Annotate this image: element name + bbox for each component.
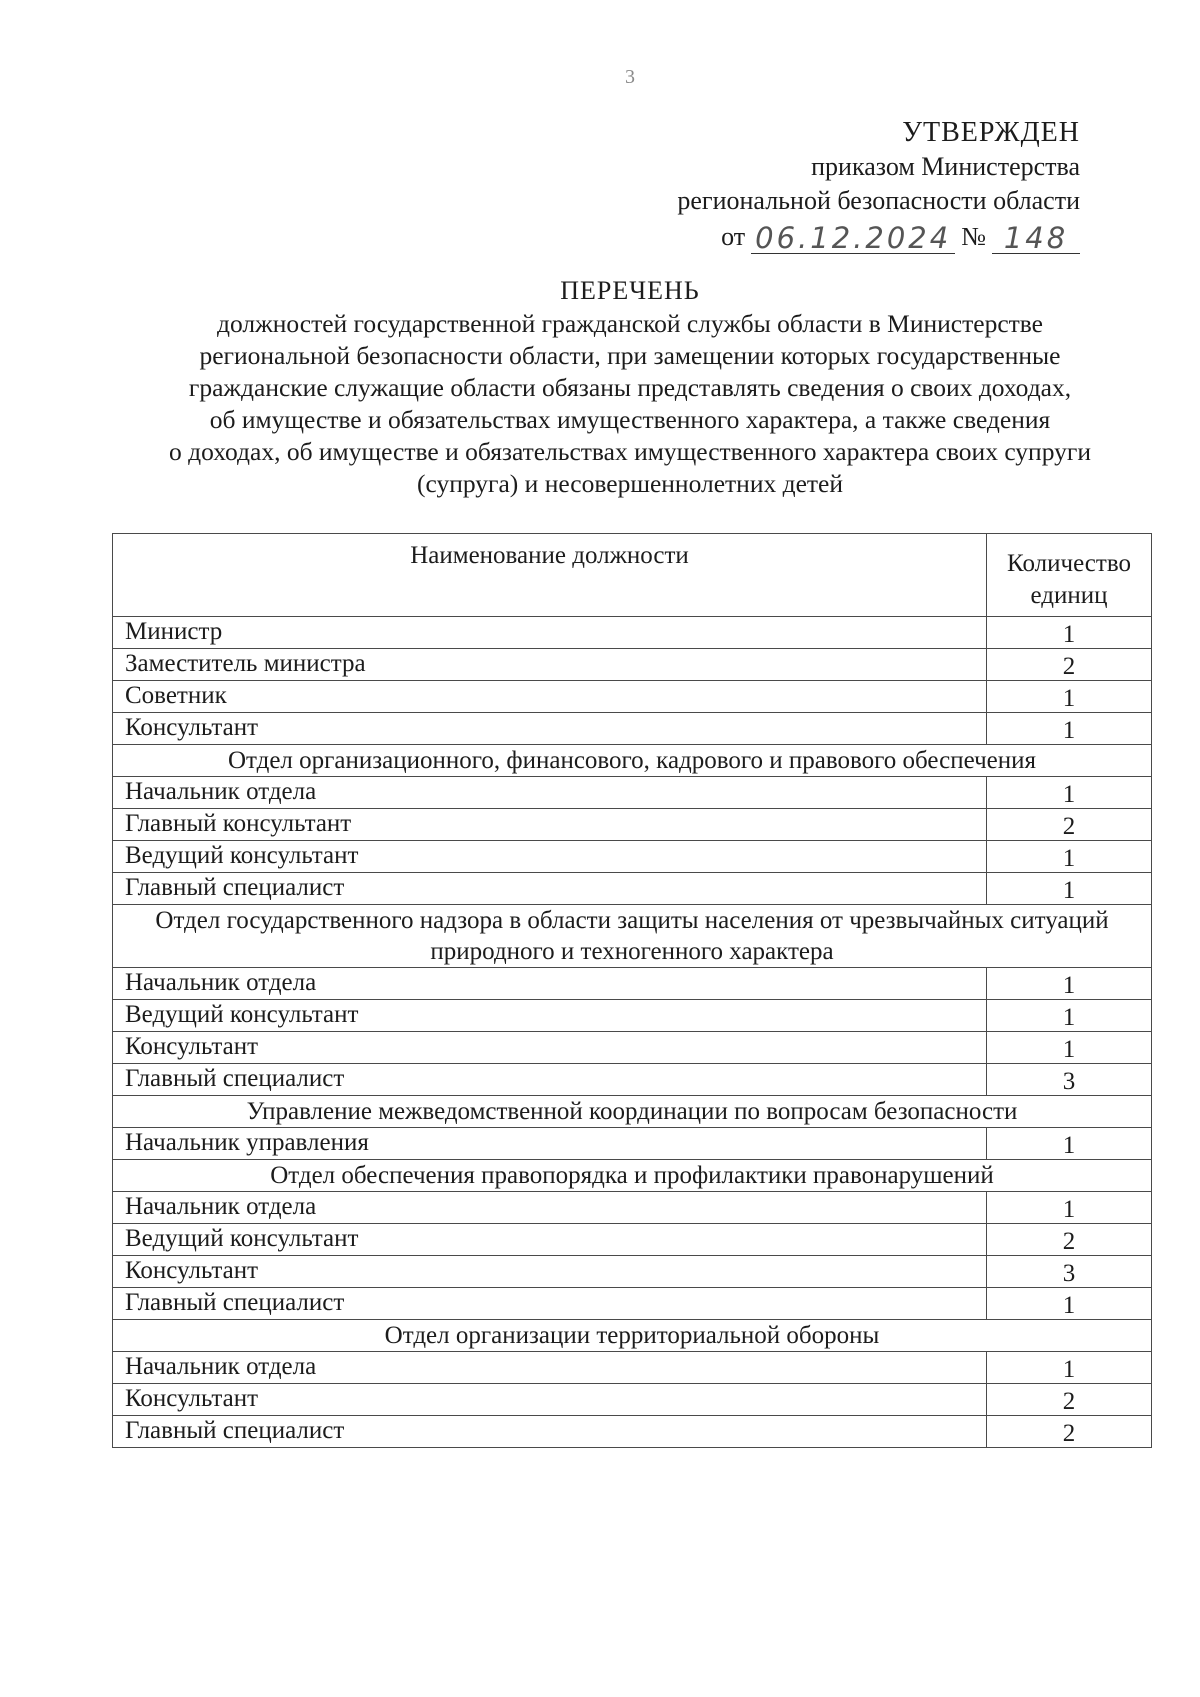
table-row: [113, 809, 1152, 841]
quantity-cell: 1: [987, 1288, 1152, 1320]
header-quantity-line-1: Количество: [1007, 550, 1131, 577]
subtitle-line: о доходах, об имуществе и обязательствах имущественного характера своих супруги: [169, 437, 1091, 466]
quantity-cell: 1: [987, 1192, 1152, 1224]
position-name-cell: Главный специалист: [113, 1416, 987, 1448]
position-name-cell: Ведущий консультант: [113, 1000, 987, 1032]
header-position-name: Наименование должности: [113, 534, 987, 617]
quantity-cell: 2: [987, 809, 1152, 841]
handwritten-date: 06.12.2024: [751, 223, 955, 254]
document-subtitle: [100, 308, 1160, 500]
section-heading: Отдел обеспечения правопорядка и профилактики правонарушений: [113, 1160, 1152, 1192]
table-row: [113, 1192, 1152, 1224]
position-name-cell: Ведущий консультант: [113, 1224, 987, 1256]
position-name-cell: Советник: [113, 681, 987, 713]
table-row: [113, 1384, 1152, 1416]
date-prefix: от: [721, 222, 746, 251]
quantity-cell: 1: [987, 1352, 1152, 1384]
document-title: ПЕРЕЧЕНЬ: [560, 276, 700, 305]
quantity-cell: 3: [987, 1064, 1152, 1096]
approval-title: УТВЕРЖДЕН: [902, 117, 1080, 148]
quantity-cell: 1: [987, 1000, 1152, 1032]
subtitle-line: об имуществе и обязательствах имущественного характера, а также сведения: [209, 405, 1051, 434]
page-number: 3: [625, 66, 635, 88]
table-row: [113, 873, 1152, 905]
section-heading: Управление межведомственной координации по вопросам безопасности: [113, 1096, 1152, 1128]
table-row: [113, 617, 1152, 649]
quantity-cell: 1: [987, 617, 1152, 649]
section-heading: Отдел государственного надзора в области защиты населения от чрезвычайных ситуаций природного и техногенного характера: [113, 905, 1152, 968]
table-row: [113, 841, 1152, 873]
order-date-number-line: [677, 220, 1080, 254]
section-row: [113, 1096, 1152, 1128]
table-row: [113, 1128, 1152, 1160]
header-quantity: [987, 534, 1152, 617]
number-prefix: №: [961, 222, 986, 251]
table-row: [113, 649, 1152, 681]
table-row: [113, 681, 1152, 713]
table-row: [113, 1352, 1152, 1384]
position-name-cell: Министр: [113, 617, 987, 649]
position-name-cell: Консультант: [113, 1384, 987, 1416]
position-name-cell: Главный специалист: [113, 1288, 987, 1320]
position-name-cell: Начальник отдела: [113, 1352, 987, 1384]
position-name-cell: Консультант: [113, 1256, 987, 1288]
position-name-cell: Начальник отдела: [113, 968, 987, 1000]
position-name-cell: Главный консультант: [113, 809, 987, 841]
section-heading: Отдел организационного, финансового, кадрового и правового обеспечения: [113, 745, 1152, 777]
table-row: [113, 1000, 1152, 1032]
quantity-cell: 1: [987, 873, 1152, 905]
quantity-cell: 1: [987, 1032, 1152, 1064]
quantity-cell: 1: [987, 713, 1152, 745]
quantity-cell: 2: [987, 1416, 1152, 1448]
position-name-cell: Заместитель министра: [113, 649, 987, 681]
quantity-cell: 3: [987, 1256, 1152, 1288]
header-quantity-line-2: единиц: [1030, 582, 1108, 609]
subtitle-line: должностей государственной гражданской службы области в Министерстве: [216, 309, 1043, 338]
quantity-cell: 2: [987, 1384, 1152, 1416]
quantity-cell: 1: [987, 777, 1152, 809]
handwritten-order-number: 148: [992, 223, 1080, 254]
position-name-cell: Ведущий консультант: [113, 841, 987, 873]
positions-table: [112, 533, 1152, 1448]
table-row: [113, 1032, 1152, 1064]
approval-stamp-block: [677, 116, 1080, 254]
subtitle-line: региональной безопасности области, при замещении которых государственные: [199, 341, 1061, 370]
table-row: [113, 1416, 1152, 1448]
quantity-cell: 1: [987, 1128, 1152, 1160]
quantity-cell: 2: [987, 649, 1152, 681]
position-name-cell: Начальник управления: [113, 1128, 987, 1160]
position-name-cell: Главный специалист: [113, 873, 987, 905]
table-row: [113, 1224, 1152, 1256]
section-row: [113, 905, 1152, 968]
table-row: [113, 713, 1152, 745]
position-name-cell: Начальник отдела: [113, 777, 987, 809]
table-row: [113, 777, 1152, 809]
table-header-row: [113, 534, 1152, 617]
quantity-cell: 1: [987, 681, 1152, 713]
quantity-cell: 1: [987, 968, 1152, 1000]
position-name-cell: Консультант: [113, 713, 987, 745]
section-row: [113, 1320, 1152, 1352]
subtitle-line: гражданские служащие области обязаны представлять сведения о своих доходах,: [188, 373, 1072, 402]
table-body: [113, 617, 1152, 1448]
table-row: [113, 1064, 1152, 1096]
approval-line-1: приказом Министерства: [811, 152, 1080, 181]
position-name-cell: Начальник отдела: [113, 1192, 987, 1224]
position-name-cell: Консультант: [113, 1032, 987, 1064]
approval-line-2: региональной безопасности области: [677, 186, 1080, 215]
quantity-cell: 1: [987, 841, 1152, 873]
section-row: [113, 1160, 1152, 1192]
table-row: [113, 1256, 1152, 1288]
section-heading: Отдел организации территориальной обороны: [113, 1320, 1152, 1352]
table-row: [113, 968, 1152, 1000]
section-row: [113, 745, 1152, 777]
quantity-cell: 2: [987, 1224, 1152, 1256]
table-row: [113, 1288, 1152, 1320]
subtitle-line: (супруга) и несовершеннолетних детей: [417, 469, 843, 498]
position-name-cell: Главный специалист: [113, 1064, 987, 1096]
